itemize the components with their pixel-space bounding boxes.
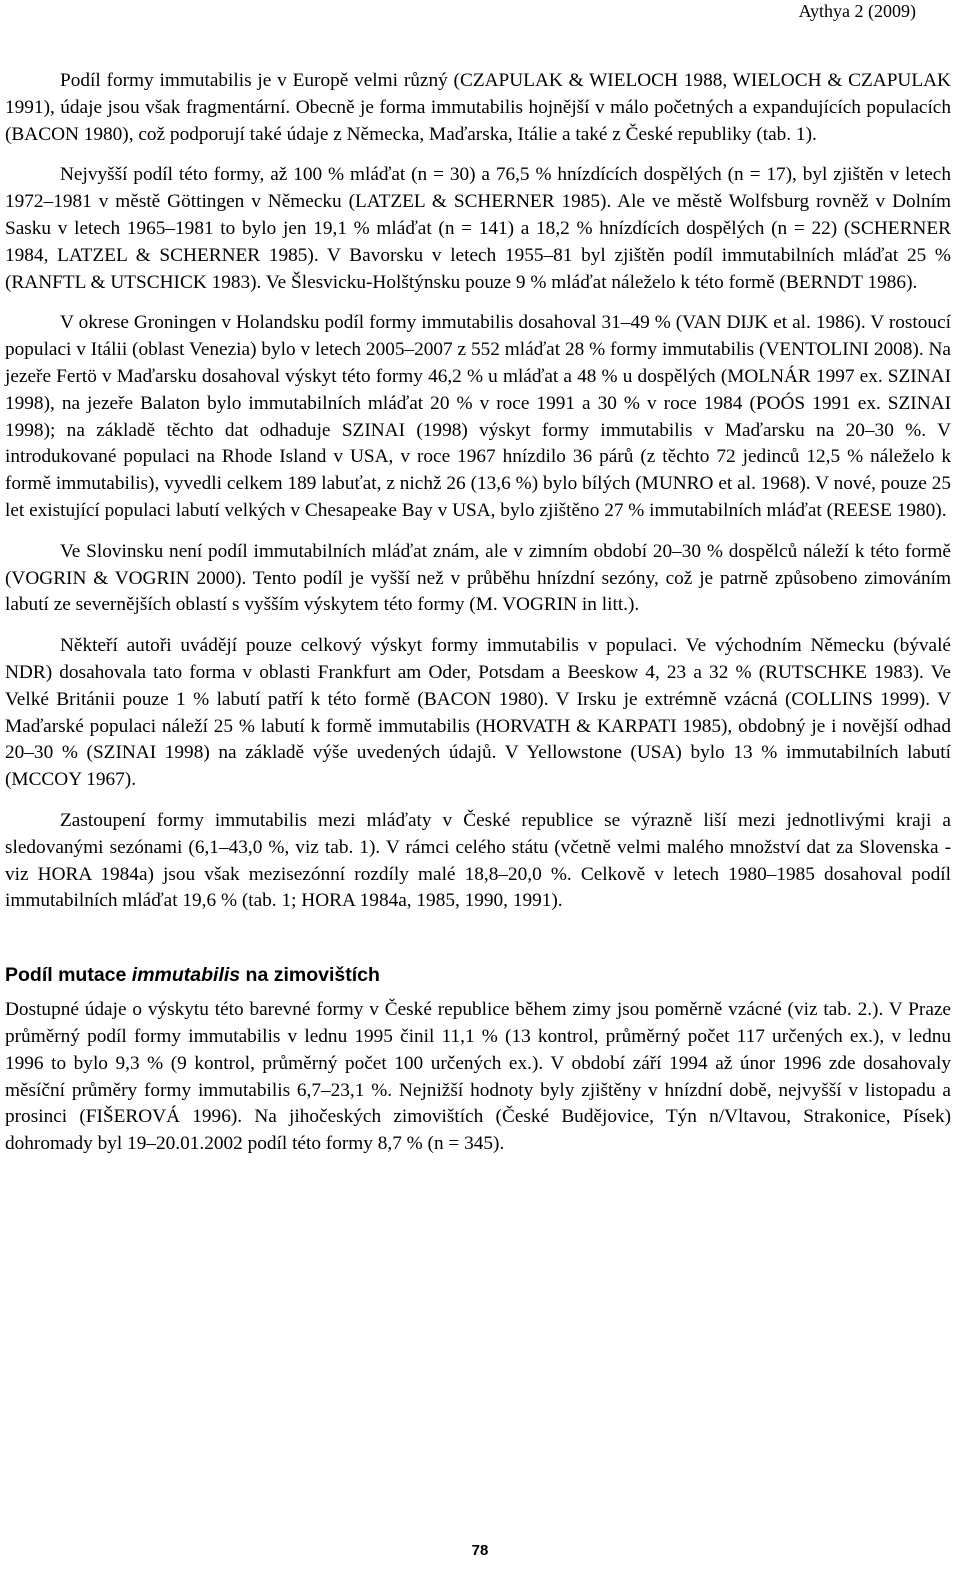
section-heading-pre: Podíl mutace: [5, 964, 132, 987]
section-heading: [5, 963, 951, 987]
paragraph: Ve Slovinsku není podíl immutabilních mláďat znám, ale v zimním období 20–30 % dospělců náleží k této formě (VOGRIN & VOGRIN 2000). Tento podíl je vyšší než v průběhu hnízdní sezóny, což je patrně způsobeno zimováním labutí ze severnějších oblastí s vyšším výskytem této formy (M. VOGRIN in litt.).: [5, 540, 951, 616]
paragraph: Nejvyšší podíl této formy, až 100 % mláďat (n = 30) a 76,5 % hnízdících dospělých (n = 17), byl zjištěn v letech 1972–1981 v městě Göttingen v Německu (LATZEL & SCHERNER 1985). Ale ve městě Wolfsburg rovněž v Dolním Sasku v letech 1965–1981 to bylo jen 19,1 % mláďat (n = 141) a 18,2 % hnízdících dospělých (n = 22) (SCHERNER 1984, LATZEL & SCHERNER 1985). V Bavorsku v letech 1955–81 byl zjištěn podíl immutabilních mláďat 25 % (RANFTL & UTSCHICK 1983). Ve Šlesvicku-Holštýnsku pouze 9 % mláďat náleželo k této formě (BERNDT 1986).: [5, 164, 951, 293]
paragraph: V okrese Groningen v Holandsku podíl formy immutabilis dosahoval 31–49 % (VAN DIJK et al. 1986). V rostoucí populaci v Itálii (oblast Venezia) bylo v letech 2005–2007 z 552 mláďat 28 % formy immutabilis (VENTOLINI 2008). Na jezeře Fertö v Maďarsku dosahoval výskyt této formy 46,2 % u mláďat a 48 % u dospělých (MOLNÁR 1997 ex. SZINAI 1998), na jezeře Balaton bylo immutabilních mláďat 20 % v roce 1991 a 30 % v roce 1984 (POÓS 1991 ex. SZINAI 1998); na základě těchto dat odhaduje SZINAI (1998) výskyt formy immutabilis v Maďarsku na 20–30 %. V introdukované populaci na Rhode Island v USA, v roce 1967 hnízdilo 36 párů (z těchto 72 jedinců 12,5 % náleželo k formě immutabilis), vyvedli celkem 189 labuťat, z nichž 26 (13,6 %) bylo bílých (MUNRO et al. 1968). V nové, pouze 25 let existující populaci labutí velkých v Chesapeake Bay v USA, bylo zjištěno 27 % immutabilních mláďat (REESE 1980).: [5, 312, 951, 521]
paragraph: Podíl formy immutabilis je v Europě velmi různý (CZAPULAK & WIELOCH 1988, WIELOCH & CZAPULAK 1991), údaje jsou však fragmentární. Obecně je forma immutabilis hojnější v málo početných a expandujících populacích (BACON 1980), což podporují také údaje z Německa, Maďarska, Itálie a také z České republiky (tab. 1).: [5, 70, 951, 145]
section-paragraph: Dostupné údaje o výskytu této barevné formy v České republice během zimy jsou poměrně vzácné (viz tab. 2.). V Praze průměrný podíl formy immutabilis v lednu 1995 činil 11,1 % (13 kontrol, průměrný počet 117 určených ex.), v lednu 1996 to bylo 9,3 % (9 kontrol, průměrný počet 100 určených ex.). V období září 1994 až únor 1996 zde dosahovaly měsíční průměry formy immutabilis 6,7–23,1 %. Nejnižší hodnoty byly zjištěny v hnízdní době, nejvyšší v listopadu a prosinci (FIŠEROVÁ 1996). Na jihočeských zimovištích (České Budějovice, Týn n/Vltavou, Strakonice, Písek) dohromady byl 19–20.01.2002 podíl této formy 8,7 % (n = 345).: [5, 999, 951, 1155]
paragraph: Někteří autoři uvádějí pouze celkový výskyt formy immutabilis v populaci. Ve východním Německu (bývalé NDR) dosahovala tato forma v oblasti Frankfurt am Oder, Potsdam a Beeskow 4, 23 a 32 % (RUTSCHKE 1983). Ve Velké Británii pouze 1 % labutí patří k této formě (BACON 1980). V Irsku je extrémně vzácná (COLLINS 1999). V Maďarské populaci náleží 25 % labutí k formě immutabilis (HORVATH & KARPATI 1985), obdobný je i novější odhad 20–30 % (SZINAI 1998) na základě výše uvedených údajů. V Yellowstone (USA) bylo 13 % immutabilních labutí (MCCOY 1967).: [5, 635, 951, 791]
paragraph: Zastoupení formy immutabilis mezi mláďaty v České republice se výrazně liší mezi jednotlivými kraji a sledovanými sezónami (6,1–43,0 %, viz tab. 1). V rámci celého státu (včetně velmi malého množství dat za Slovenska - viz HORA 1984a) jsou však mezisezónní rozdíly malé 18,8–20,0 %. Celkově v letech 1980–1985 dosahoval podíl immutabilních mláďat 19,6 % (tab. 1; HORA 1984a, 1985, 1990, 1991).: [5, 809, 951, 912]
page-number: 78: [471, 1542, 489, 1559]
section-heading-italic: immutabilis: [131, 964, 241, 987]
running-header: Aythya 2 (2009): [798, 1, 916, 21]
page-body: [5, 68, 951, 1158]
section-heading-post: na zimovištích: [240, 964, 380, 987]
